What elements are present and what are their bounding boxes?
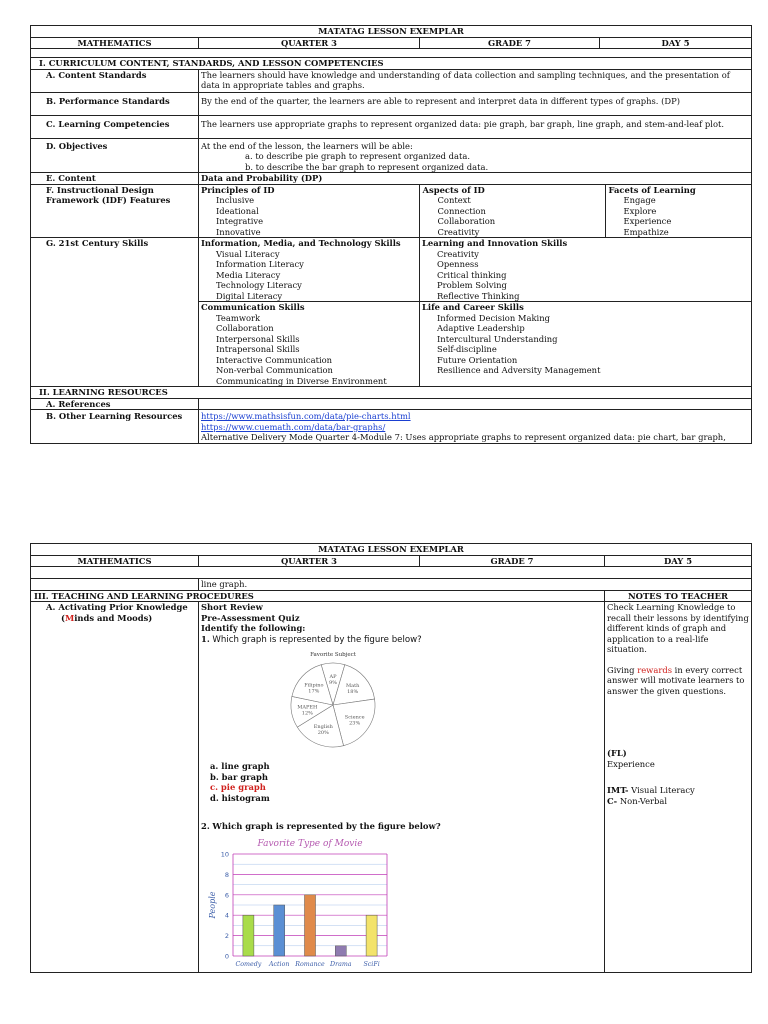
imt-item: Technology Literacy <box>216 280 302 290</box>
learning-competencies-label: C. Learning Competencies <box>31 115 199 138</box>
lis-item: Problem Solving <box>437 280 507 290</box>
aspects-col <box>419 185 605 238</box>
subject-cell: MATHEMATICS <box>31 555 199 567</box>
q1-option: a. line graph <box>210 761 270 771</box>
pie-slice-percent: 18% <box>347 688 359 695</box>
y-tick-label: 2 <box>224 931 229 940</box>
imt-item: Visual Literacy <box>216 248 280 259</box>
lcs-item: Future Orientation <box>437 354 518 365</box>
principle-item: Ideational <box>216 205 259 216</box>
learning-competencies-text: The learners use appropriate graphs to represent organized data: pie graph, bar graph, line graph, and stem-and-leaf plot. <box>199 115 752 138</box>
idf-cell <box>199 184 752 238</box>
principle-item: Innovative <box>216 226 261 237</box>
y-tick-label: 8 <box>224 870 229 879</box>
grade-cell: GRADE 7 <box>420 555 605 567</box>
principles-col <box>199 185 419 238</box>
pie-slice-label: English <box>313 724 333 731</box>
x-tick-label: SciFi <box>363 960 380 968</box>
pie-slice-label: MAPEH <box>297 704 318 711</box>
x-tick-label: Comedy <box>235 960 262 968</box>
principle-item: Inclusive <box>216 195 255 205</box>
bar <box>243 915 254 956</box>
pie-chart <box>267 647 397 751</box>
lcs-item: Informed Decision Making <box>437 312 550 323</box>
facet-item: Experience <box>623 216 672 226</box>
y-tick-label: 6 <box>224 890 229 899</box>
bar <box>366 915 377 956</box>
pie-slice-label: Science <box>344 714 365 721</box>
question-1: 1. Which graph is represented by the figure below? <box>201 633 422 645</box>
quarter-cell: QUARTER 3 <box>199 37 420 49</box>
grade-cell: GRADE 7 <box>420 37 600 49</box>
lcs-item: Intercultural Understanding <box>437 333 558 344</box>
page-2 <box>30 543 751 973</box>
aspect-item: Context <box>437 195 471 205</box>
objectives-cell <box>199 138 752 173</box>
objective-item: a. to describe pie graph to represent organized data. <box>245 151 471 161</box>
notes-header: NOTES TO TEACHER <box>605 590 752 602</box>
apk-label-cell <box>31 602 199 973</box>
content-standards-label: A. Content Standards <box>31 69 199 92</box>
lis-skills-col <box>420 238 752 302</box>
comm-title: Communication Skills <box>201 302 305 312</box>
performance-standards-text: By the end of the quarter, the learners are able to represent and interpret data in different types of graphs. (DP) <box>199 92 752 115</box>
bar-chart <box>201 834 397 972</box>
lcs-title: Life and Career Skills <box>422 302 524 312</box>
comm-item: Interactive Communication <box>216 354 333 365</box>
objective-item: b. to describe the bar graph to represent organized data. <box>245 161 489 172</box>
quarter-cell: QUARTER 3 <box>199 555 420 567</box>
page-1 <box>30 25 751 444</box>
comm-item: Collaboration <box>216 323 274 333</box>
references-label: A. References <box>31 398 199 410</box>
comm-item: Teamwork <box>216 312 261 323</box>
objectives-intro: At the end of the lesson, the learners will be able: <box>201 140 413 151</box>
lcs-item: Self-discipline <box>437 344 497 354</box>
content-label: E. Content <box>31 173 199 185</box>
section-3-heading: III. TEACHING AND LEARNING PROCEDURES <box>31 590 605 602</box>
comm-item: Interpersonal Skills <box>216 333 300 344</box>
imt-item: Digital Literacy <box>216 290 283 301</box>
principle-item: Integrative <box>216 216 264 226</box>
lesson-table-page1 <box>30 25 752 444</box>
y-tick-label: 10 <box>220 850 229 858</box>
facet-item: Empathize <box>623 226 669 237</box>
mathsisfun-link[interactable]: https://www.mathsisfun.com/data/pie-charts.html <box>201 411 411 421</box>
comm-skills-col <box>199 302 420 387</box>
imt-item: Information Literacy <box>216 259 304 269</box>
question-2: 2. Which graph is represented by the figure below? <box>201 821 441 831</box>
imt-item: Media Literacy <box>216 269 281 280</box>
performance-standards-label: B. Performance Standards <box>31 92 199 115</box>
section-1-heading: I. CURRICULUM CONTENT, STANDARDS, AND LESSON COMPETENCIES <box>31 58 752 70</box>
pie-slice-percent: 20% <box>317 730 329 737</box>
apk-sublabel: (Minds and Moods) <box>61 612 153 623</box>
y-axis-label: People <box>208 891 217 918</box>
references-cell <box>199 398 752 410</box>
aspect-item: Connection <box>437 205 486 216</box>
mm-letter: M <box>64 612 75 623</box>
note-rewards: Giving rewards in every correct answer will motivate learners to answer the given questions. <box>607 664 745 696</box>
imt-note: IMT- Visual Literacy <box>607 785 695 795</box>
note-check-knowledge: Check Learning Knowledge to recall their lessons by identifying different kinds of graph and application to a real-life situation. <box>607 602 749 654</box>
other-resources-label: B. Other Learning Resources <box>31 410 199 444</box>
facets-col <box>605 185 751 238</box>
other-resources-cell <box>199 410 752 444</box>
lcs-item: Adaptive Leadership <box>437 323 525 333</box>
comm-item: Non-verbal Communication <box>216 365 333 375</box>
facet-item: Explore <box>623 205 657 216</box>
pie-slice-percent: 17% <box>308 688 320 695</box>
y-tick-label: 4 <box>224 911 229 920</box>
adm-reference: Alternative Delivery Mode Quarter 4-Module 7: Uses appropriate graphs to represent organized data: pie chart, bar graph, <box>201 432 726 442</box>
rewards-word: rewards <box>637 664 672 675</box>
idf-inner-table <box>199 185 751 238</box>
q1-option: b. bar graph <box>210 771 268 782</box>
aspect-item: Creativity <box>437 226 480 237</box>
lis-item: Creativity <box>437 248 479 259</box>
imt-title: Information, Media, and Technology Skills <box>201 238 401 248</box>
comm-item: Intrapersonal Skills <box>216 344 300 354</box>
subject-cell: MATHEMATICS <box>31 37 199 49</box>
skills-label: G. 21st Century Skills <box>31 238 199 387</box>
lcs-item: Resilience and Adversity Management <box>437 365 601 375</box>
spacer-row <box>31 49 752 58</box>
imt-skills-col <box>199 238 420 302</box>
y-tick-label: 0 <box>224 952 229 960</box>
lis-item: Reflective Thinking <box>437 290 520 301</box>
pie-slice-label: Filipino <box>304 682 324 689</box>
comm-item: Communicating in Diverse Environment <box>216 375 387 386</box>
c-note: C- Non-Verbal <box>607 795 668 806</box>
apk-content-cell <box>199 602 605 973</box>
facet-item: Engage <box>623 195 656 205</box>
apk-label: A. Activating Prior Knowledge <box>46 602 188 612</box>
lcs-skills-col <box>420 302 752 387</box>
continued-text: line graph. <box>199 579 752 591</box>
pie-slice-percent: 9% <box>329 679 337 686</box>
lis-title: Learning and Innovation Skills <box>422 238 568 248</box>
bar <box>335 945 346 955</box>
q1-option: d. histogram <box>210 792 270 803</box>
pre-assessment-title: Pre-Assessment Quiz <box>201 612 300 623</box>
x-tick-label: Drama <box>330 960 352 968</box>
bar-chart-title: Favorite Type of Movie <box>257 838 363 849</box>
lesson-table-page2 <box>30 543 752 973</box>
lis-item: Openness <box>437 259 479 269</box>
pie-slice-label: Math <box>346 682 360 689</box>
lis-item: Critical thinking <box>437 269 507 280</box>
short-review: Short Review <box>201 602 263 612</box>
principles-title: Principles of ID <box>201 184 275 195</box>
pie-title: Favorite Subject <box>310 652 356 658</box>
pie-slice-percent: 12% <box>301 710 313 717</box>
facets-title: Facets of Learning <box>608 184 696 195</box>
content-text: Data and Probability (DP) <box>199 173 752 185</box>
objectives-label: D. Objectives <box>31 138 199 173</box>
x-tick-label: Action <box>268 960 290 968</box>
x-tick-label: Romance <box>295 960 325 968</box>
spacer-row <box>31 567 752 579</box>
aspect-item: Collaboration <box>437 216 496 226</box>
continued-label-cell <box>31 579 199 591</box>
day-cell: DAY 5 <box>600 37 752 49</box>
bar <box>274 905 285 956</box>
day-cell: DAY 5 <box>605 555 752 567</box>
notes-cell <box>605 602 752 973</box>
idf-label: F. Instructional Design Framework (IDF) Features <box>31 184 199 238</box>
identify-instruction: Identify the following: <box>201 623 306 633</box>
section-2-heading: II. LEARNING RESOURCES <box>31 387 752 399</box>
aspects-title: Aspects of ID <box>422 184 485 195</box>
q1-option-correct: c. pie graph <box>210 782 266 792</box>
doc-title: MATATAG LESSON EXEMPLAR <box>31 544 752 556</box>
pie-slice-percent: 23% <box>349 720 361 727</box>
bar <box>305 894 316 955</box>
pie-slice-label: AP <box>329 673 337 680</box>
fl-tag: (FL) <box>607 748 627 758</box>
cuemath-link[interactable]: https://www.cuemath.com/data/bar-graphs/ <box>201 421 386 432</box>
fl-value: Experience <box>607 758 655 769</box>
content-standards-text: The learners should have knowledge and understanding of data collection and sampling techniques, and the presentation of data in appropriate tables and graphs. <box>199 69 752 92</box>
doc-title: MATATAG LESSON EXEMPLAR <box>31 26 752 38</box>
